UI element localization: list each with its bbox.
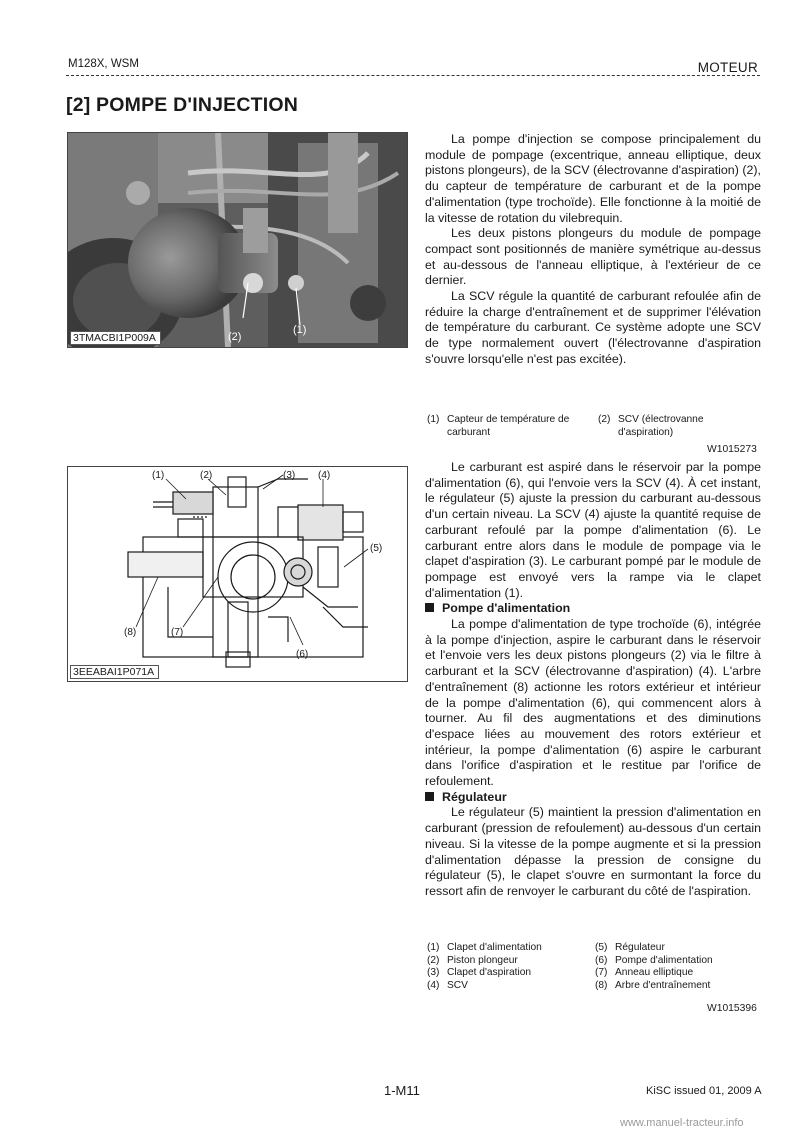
legend-text: Clapet d'aspiration — [447, 967, 532, 979]
legend-num: (2) — [427, 954, 440, 966]
legend-num: (3) — [427, 967, 440, 979]
diagram-label-7: (7) — [171, 627, 184, 638]
legend-text: Pompe d'alimentation — [615, 954, 713, 966]
engine-photo-illustration — [68, 133, 407, 347]
page-number: 1-M11 — [384, 1083, 420, 1098]
feed-pump-paragraph: La pompe d'alimentation de type trochoïde (6), intégrée à la pompe d'injection, aspire le carburant dans le réservoir et l'envoie vers les deux pistons plongeurs (2) via le filtre à carburant et la SCV (électrovanne d'aspiration) (4). L'arbre d'entraînement (8) actionne les rotors extérieur et intérieur de la pompe d'alimentation (6), qui commencent alors à tourner. Au fil des augmentations et des diminutions d'espace liées au mouvement des rotors extérieur et intérieur, la pompe d'alimentation (6) aspire le carburant dans l'orifice d'aspiration et le restitue par l'orifice de refoulement. — [425, 617, 761, 789]
figure-caption: 3TMACBI1P009A — [70, 331, 161, 345]
main-text — [425, 460, 761, 900]
legend-num: (5) — [595, 942, 608, 953]
diagram-label-8: (8) — [124, 627, 137, 638]
legend-num: (1) — [427, 414, 440, 425]
intro-paragraph: La pompe d'injection se compose principalement du module de pompage (excentrique, anneau elliptique, deux pistons plongeurs), de la SCV (électrovanne d'aspiration) (2), du capteur de température de carburant et de la pompe d'alimentation (type trochoïde). Elle fonctionne à la moitié de la vitesse de rotation du vilebrequin. — [425, 132, 761, 225]
reference-code: W1015396 — [707, 1003, 757, 1014]
legend-figure-1 — [427, 414, 728, 439]
intro-paragraph: Les deux pistons plongeurs du module de pompage compact sont positionnés de manière symétrique au-dessus et au-dessous de l'anneau elliptique, à l'extérieur de ce dernier. — [425, 226, 761, 288]
regulator-paragraph: Le régulateur (5) maintient la pression d'alimentation en carburant (pression de refoulement) au-dessous d'un certain niveau. Si la vitesse de la pompe augmente et si la pression d'alimentation dépasse la pression de consigne du régulateur (5), le clapet s'ouvre en surmontant la force du ressort afin de renvoyer le carburant du côté de l'aspiration. — [425, 805, 761, 898]
legend-num: (6) — [595, 954, 608, 966]
diagram-label-4: (4) — [318, 470, 331, 481]
bullet-square-icon — [425, 792, 434, 801]
photo-label-2: (2) — [228, 331, 242, 343]
legend-num: (7) — [595, 967, 608, 979]
regulator-heading: Régulateur — [425, 790, 761, 806]
legend-num: (4) — [427, 979, 440, 991]
header-divider — [66, 75, 760, 76]
issue-info: KiSC issued 01, 2009 A — [646, 1085, 762, 1097]
manual-model: M128X, WSM — [68, 58, 139, 70]
legend-num: (1) — [427, 942, 440, 953]
legend-text: Arbre d'entraînement — [615, 979, 711, 991]
diagram-label-5: (5) — [370, 543, 383, 554]
photo-label-1: (1) — [293, 324, 307, 336]
intro-paragraph: La SCV régule la quantité de carburant refoulée afin de réduire la charge d'entraînement et de supprimer l'élévation de température du carburant. Ce système adopte une SCV de type normalement ouvert (l'électrovanne d'aspiration s'ouvre lorsqu'elle n'est pas excitée). — [425, 289, 761, 366]
diagram-illustration — [68, 467, 407, 681]
intro-text — [425, 132, 761, 368]
legend-text: Anneau elliptique — [615, 967, 694, 979]
diagram-label-3: (3) — [283, 470, 296, 481]
bullet-square-icon — [425, 603, 434, 612]
watermark: www.manuel-tracteur.info — [620, 1117, 744, 1129]
legend-text: Régulateur — [615, 942, 665, 953]
legend-figure-2 — [427, 942, 745, 992]
pump-cross-section-diagram — [67, 466, 408, 682]
legend-num: (8) — [595, 979, 608, 991]
injection-pump-photo — [67, 132, 408, 348]
legend-text: Clapet d'alimentation — [447, 942, 542, 953]
section-name: MOTEUR — [697, 60, 758, 75]
diagram-label-1: (1) — [152, 470, 165, 481]
legend-text: Piston plongeur — [447, 954, 518, 966]
legend-text: SCV — [447, 979, 468, 991]
feed-pump-heading: Pompe d'alimentation — [425, 601, 761, 617]
legend-text: Capteur de température de carburant — [447, 414, 570, 438]
legend-num: (2) — [598, 414, 611, 425]
reference-code: W1015273 — [707, 444, 757, 455]
figure-caption: 3EEABAI1P071A — [70, 665, 159, 679]
diagram-label-6: (6) — [296, 649, 309, 660]
diagram-label-2: (2) — [200, 470, 213, 481]
flow-paragraph: Le carburant est aspiré dans le réservoir par la pompe d'alimentation (6), qui l'envoie vers la SCV (4). À cet instant, le régulateur (5) ajuste la pression du carburant au-dessous d'un certain niveau. La SCV (4) ajuste la quantité requise de carburant refoulé par la pompe d'alimentation (6). Le carburant entre alors dans le module de pompage via le clapet d'aspiration (3). Le carburant pompé par le module de pompage est envoyé vers la rampe via le clapet d'alimentation (1). — [425, 460, 761, 600]
legend-text: SCV (électrovanne d'aspiration) — [618, 414, 704, 438]
page-title: [2] POMPE D'INJECTION — [66, 94, 299, 116]
